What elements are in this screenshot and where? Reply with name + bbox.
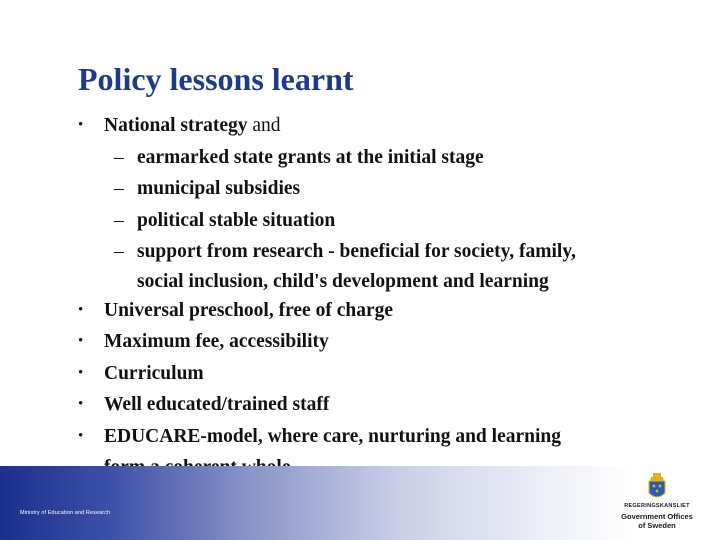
- sub-item: [82, 236, 682, 295]
- bullet-text: Universal preschool, free of charge: [104, 299, 394, 321]
- bullet-item: [78, 358, 682, 390]
- org-name-line1: Government Offices: [621, 512, 693, 521]
- slide-title: Policy lessons learnt: [78, 61, 354, 97]
- org-name-line2: of Sweden: [638, 521, 676, 530]
- bullet-item: [78, 326, 682, 358]
- ministry-name: Ministry of Education and Research: [20, 510, 111, 516]
- dash-marker: –: [114, 146, 124, 168]
- bullet-text-bold: National strategy: [104, 115, 248, 136]
- sub-item-text-line1: support from research - beneficial for society, family,: [137, 241, 576, 262]
- sub-item-text-line2: social inclusion, child's development and learning: [137, 270, 549, 292]
- bullet-marker: •: [78, 364, 84, 381]
- sub-item: [82, 142, 682, 174]
- bullet-list: [78, 110, 682, 484]
- dash-marker: –: [114, 178, 124, 199]
- bullet-marker: •: [78, 427, 84, 444]
- bullet-item: [78, 295, 682, 327]
- sub-item-text: municipal subsidies: [137, 178, 301, 199]
- sub-item: [82, 205, 682, 237]
- bullet-marker: •: [78, 396, 84, 412]
- bullet-marker: •: [78, 117, 84, 133]
- sub-item-text: political stable situation: [137, 209, 336, 231]
- logo-wordmark: REGERINGSKANSLIET: [624, 503, 690, 509]
- bullet-marker: •: [78, 301, 84, 318]
- bullet-marker: •: [78, 333, 84, 349]
- dash-marker: –: [114, 241, 124, 262]
- bullet-text-line1: EDUCARE-model, where care, nurturing and learning: [104, 425, 561, 447]
- sub-item-text: earmarked state grants at the initial stage: [137, 146, 484, 168]
- crown-crest-icon: [646, 472, 668, 502]
- government-logo: [612, 472, 702, 538]
- bullet-item: [78, 110, 682, 142]
- bullet-text-normal: and: [247, 115, 281, 136]
- bullet-text: Curriculum: [104, 362, 204, 384]
- dash-marker: –: [114, 209, 124, 231]
- bullet-text: Maximum fee, accessibility: [104, 331, 329, 352]
- bullet-item: [78, 389, 682, 421]
- sub-item: [82, 173, 682, 205]
- bullet-text: Well educated/trained staff: [104, 394, 330, 415]
